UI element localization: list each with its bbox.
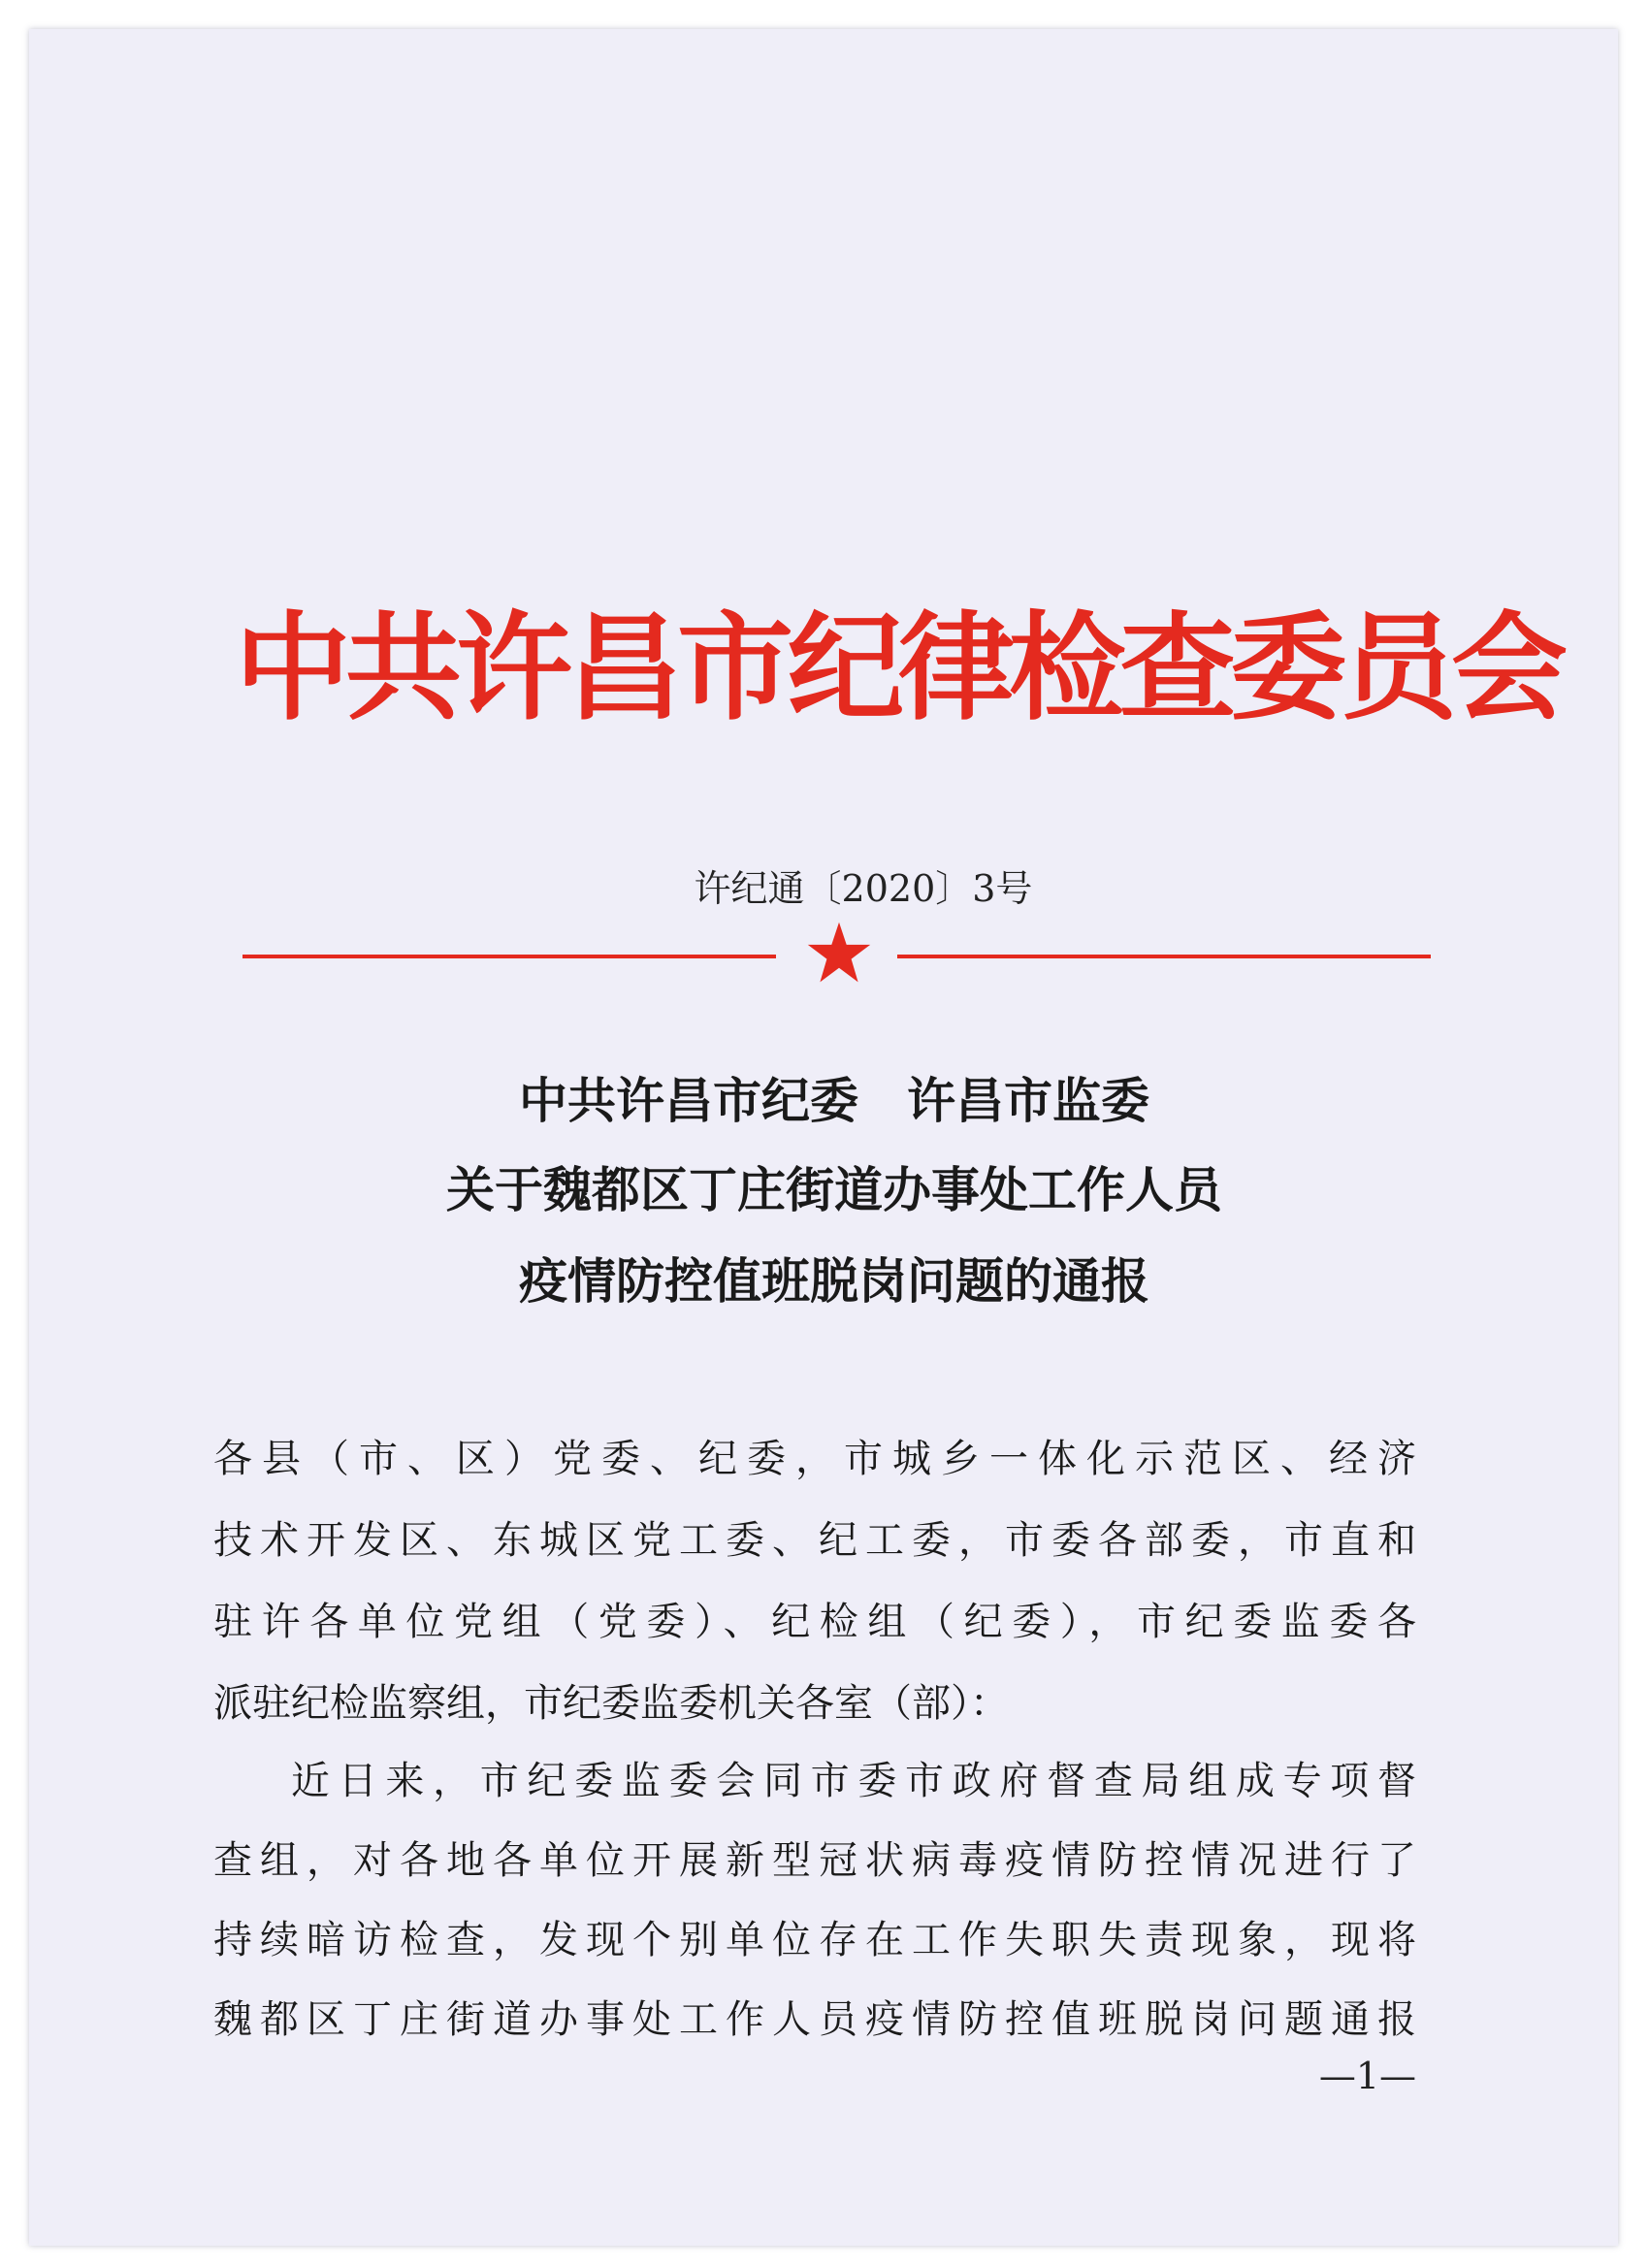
- red-separator-right: [897, 955, 1431, 958]
- title-line-2: 关于魏都区丁庄街道办事处工作人员: [446, 1162, 1222, 1218]
- star-icon: [805, 920, 873, 988]
- address-line: 技术开发区、东城区党工委、纪工委，市委各部委，市直和: [213, 1518, 1416, 1563]
- address-line: 驻许各单位党组（党委）、纪检组（纪委），市纪委监委各: [213, 1600, 1416, 1644]
- address-line: 派驻纪检监察组，市纪委监委机关各室（部）：: [213, 1681, 1009, 1726]
- document-number: 许纪通〔2020〕3号: [694, 867, 1033, 910]
- address-line: 各县（市、区）党委、纪委，市城乡一体化示范区、经济: [213, 1437, 1416, 1481]
- title-line-3: 疫情防控值班脱岗问题的通报: [519, 1253, 1149, 1310]
- red-separator-left: [242, 955, 776, 958]
- page-number: —1—: [1318, 2055, 1416, 2097]
- paragraph-line: 持续暗访检查，发现个别单位存在工作失职失责现象，现将: [213, 1918, 1416, 1962]
- title-line-1: 中共许昌市纪委 许昌市监委: [519, 1073, 1149, 1129]
- paragraph-line: 近日来，市纪委监委会同市委市政府督查局组成专项督: [291, 1759, 1416, 1803]
- issuing-organization-header: 中共许昌市纪律检查委员会: [235, 601, 1562, 736]
- paragraph-line: 查组，对各地各单位开展新型冠状病毒疫情防控情况进行了: [213, 1838, 1416, 1883]
- document-page: [29, 29, 1618, 2246]
- paragraph-line: 魏都区丁庄街道办事处工作人员疫情防控值班脱岗问题通报: [213, 1997, 1416, 2042]
